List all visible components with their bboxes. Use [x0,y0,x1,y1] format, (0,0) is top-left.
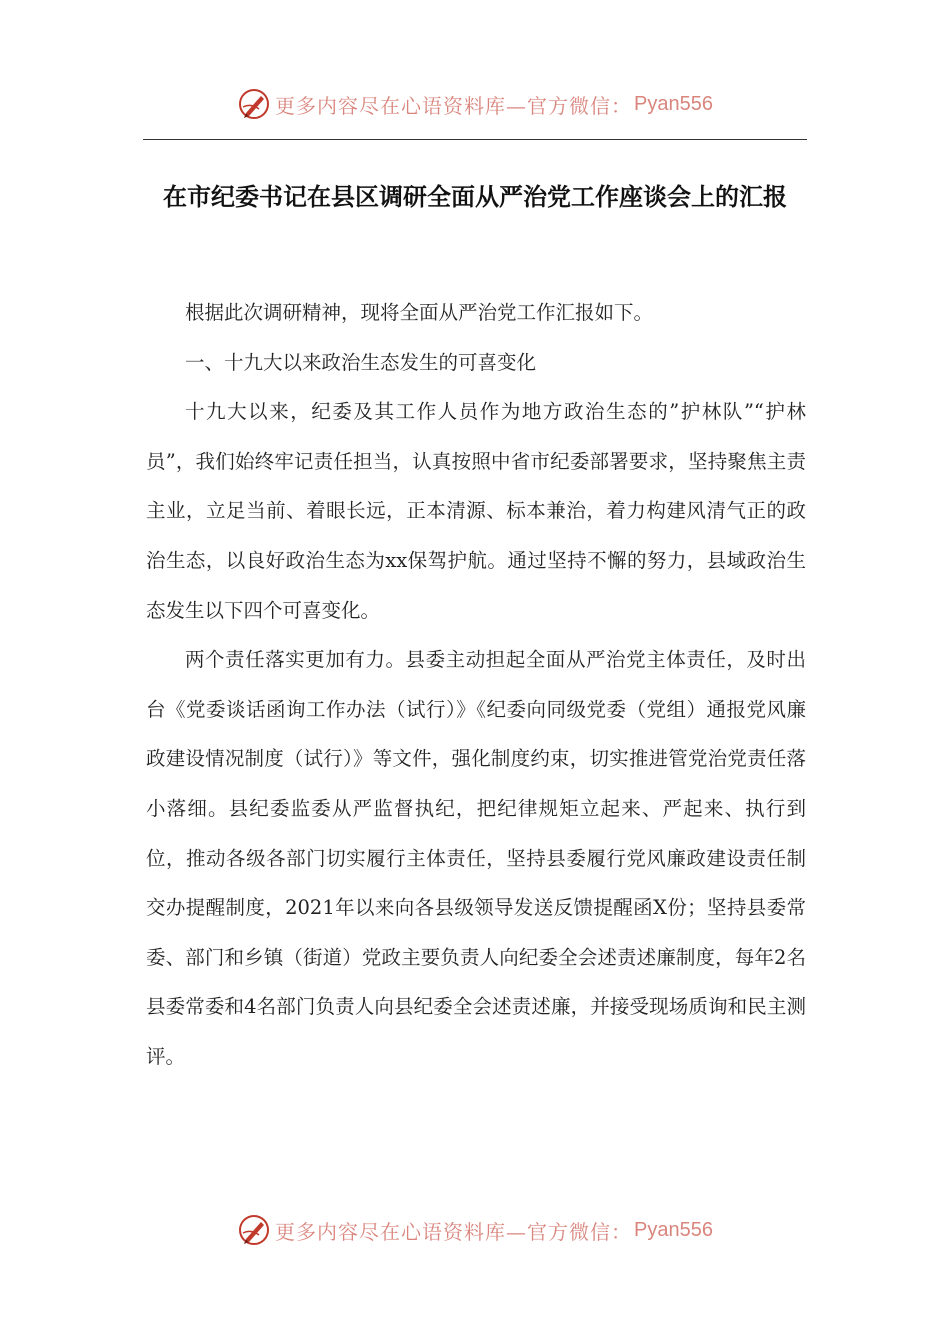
wechat-id: Pyan556 [634,92,713,115]
header-divider [143,139,807,140]
footer-banner [0,1210,950,1250]
wechat-id: Pyan556 [634,1218,713,1241]
paragraph-intro: 根据此次调研精神，现将全面从严治党工作汇报如下。 [185,301,654,324]
banner-text: 更多内容尽在心语资料库—官方微信： [275,1219,633,1244]
header-banner [0,84,950,124]
document-title: 在市纪委书记在县区调研全面从严治党工作座谈会上的汇报 [163,183,787,211]
section-heading: 一、十九大以来政治生态发生的可喜变化 [185,350,537,374]
pen-logo-icon [237,87,271,121]
document-body [146,288,806,1082]
paragraph: 两个责任落实更加有力。县委主动担起全面从严治党主体责任，及时出台《党委谈话函询工作办法（试行）》《纪委向同级党委（党组）通报党风廉政建设情况制度（试行）》等文件，强化制度约束，切实推进管党治党责任落小落细。县纪委监委从严监督执纪，把纪律规矩立起来、严起来、执行到位，推动各级各部门切实履行主体责任，坚持县委履行党风廉政建设责任制交办提醒制度，2021年以来向各县级领导发送反馈提醒函X份；坚持县委常委、部门和乡镇（街道）党政主要负责人向纪委全会述责述廉制度，每年2名县委常委和4名部门负责人向县纪委全会述责述廉，并接受现场质询和民主测评。 [146,648,806,1068]
banner-text: 更多内容尽在心语资料库—官方微信： [275,93,633,118]
pen-logo-icon [237,1213,271,1247]
paragraph: 十九大以来，纪委及其工作人员作为地方政治生态的”护林队”“护林员”，我们始终牢记责任担当，认真按照中省市纪委部署要求，坚持聚焦主责主业，立足当前、着眼长远，正本清源、标本兼治，着力构建风清气正的政治生态，以良好政治生态为xx保驾护航。通过坚持不懈的努力，县域政治生态发生以下四个可喜变化。 [146,400,806,622]
